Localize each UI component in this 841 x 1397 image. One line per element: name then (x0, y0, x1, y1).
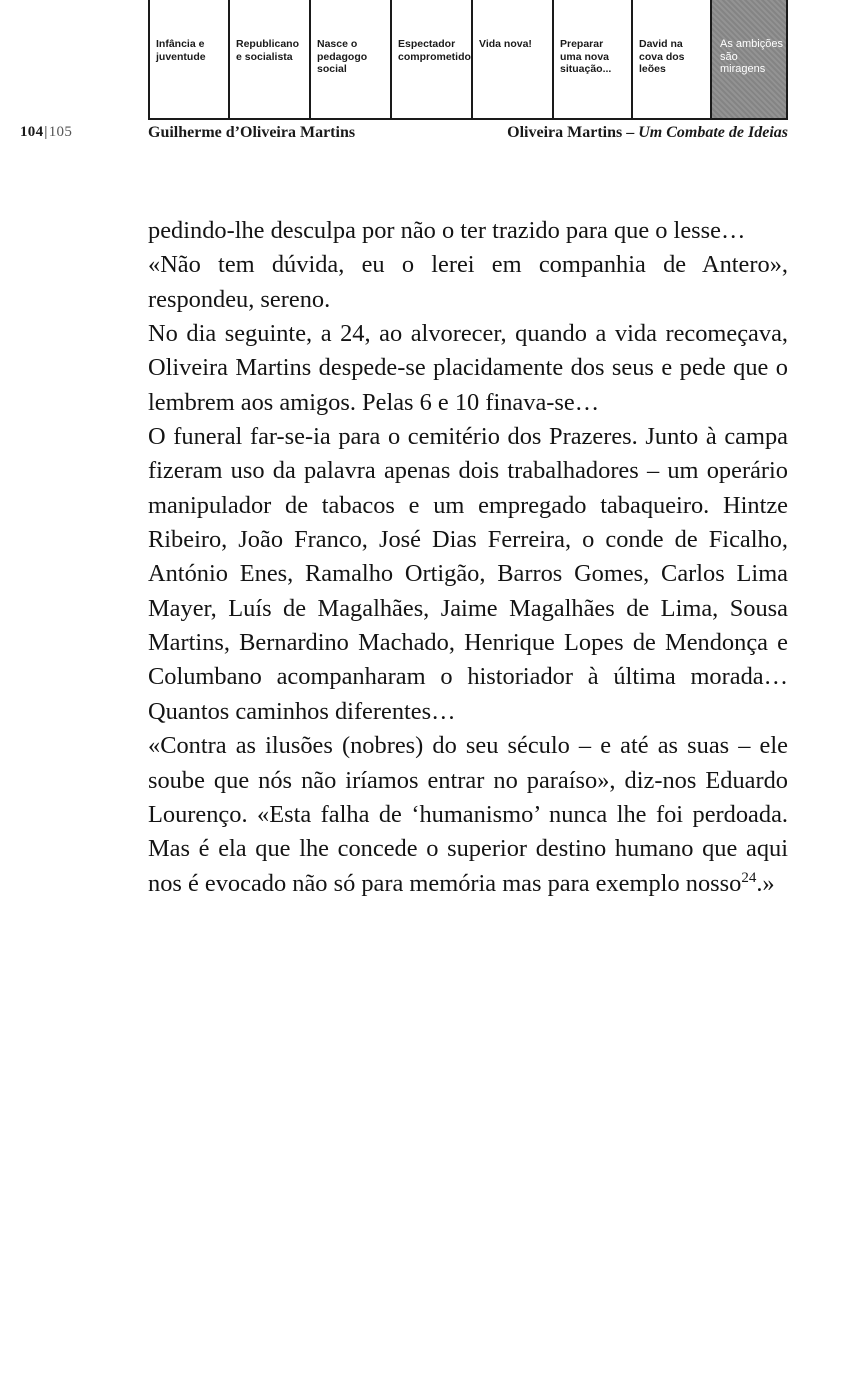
book-author: Oliveira Martins – (507, 124, 639, 141)
chapter-tab-3[interactable]: Nasce o pedagogo social (309, 0, 390, 118)
page-number-right: 105 (48, 124, 73, 140)
paragraph-5 (148, 729, 788, 901)
chapter-tab-1[interactable]: Infância e juventude (148, 0, 228, 118)
paragraph-4: O funeral far-se-ia para o cemitério dos Prazeres. Junto à campa fizeram uso da palavra apenas dois trabalhadores – um operário manipulador de tabacos e um empregado tabaqueiro. Hintze Ribeiro, João Franco, José Dias Ferreira, o conde de Ficalho, António Enes, Ramalho Ortigão, Barros Gomes, Carlos Lima Mayer, Luís de Magalhães, Jaime Magalhães de Lima, Sousa Martins, Bernardino Machado, Henrique Lopes de Mendonça e Columbano acompanharam o historiador à última morada… Quantos caminhos diferentes… (148, 423, 788, 725)
footnote-reference[interactable]: 24 (741, 869, 757, 886)
chapter-tab-2[interactable]: Republicano e socialista (228, 0, 309, 118)
chapter-tab-4[interactable]: Espectador comprometido (390, 0, 471, 118)
page-number-left: 104 (20, 124, 44, 140)
running-head (0, 124, 841, 148)
paragraph-5-text: «Contra as ilusões (nobres) do seu século – e até as suas – ele soube que nós não iríamos entrar no paraíso», diz-nos Eduardo Lourenço. «Esta falha de ‘humanismo’ nunca lhe foi perdoada. Mas é ela que lhe concede o superior destino humano que aqui nos é evocado não só para memória mas para exemplo nosso (148, 732, 788, 897)
book-title-italic: Um Combate de Ideias (638, 124, 788, 141)
paragraph-1: pedindo-lhe desculpa por não o ter trazido para que o lesse… (148, 217, 746, 244)
chapter-navigation (148, 0, 788, 120)
author-name: Guilherme d’Oliveira Martins (148, 124, 356, 141)
book-title (507, 124, 788, 142)
chapter-tab-8[interactable]: As ambições são miragens (710, 0, 788, 118)
page-number-separator: | (44, 124, 48, 140)
chapter-tab-6[interactable]: Preparar uma nova situação... (552, 0, 631, 118)
paragraph-3: No dia seguinte, a 24, ao alvorecer, quando a vida recomeçava, Oliveira Martins despede-se placidamente dos seus e pede que o lembrem aos amigos. Pelas 6 e 10 finava-se… (148, 320, 788, 416)
chapter-tab-5[interactable]: Vida nova! (471, 0, 552, 118)
closing-quote: .» (756, 869, 775, 897)
chapter-tab-7[interactable]: David na cova dos leões (631, 0, 710, 118)
paragraph-2: «Não tem dúvida, eu o lerei em companhia de Antero», respondeu, sereno. (148, 251, 788, 313)
page-numbers (20, 124, 72, 141)
body-text (148, 214, 788, 901)
